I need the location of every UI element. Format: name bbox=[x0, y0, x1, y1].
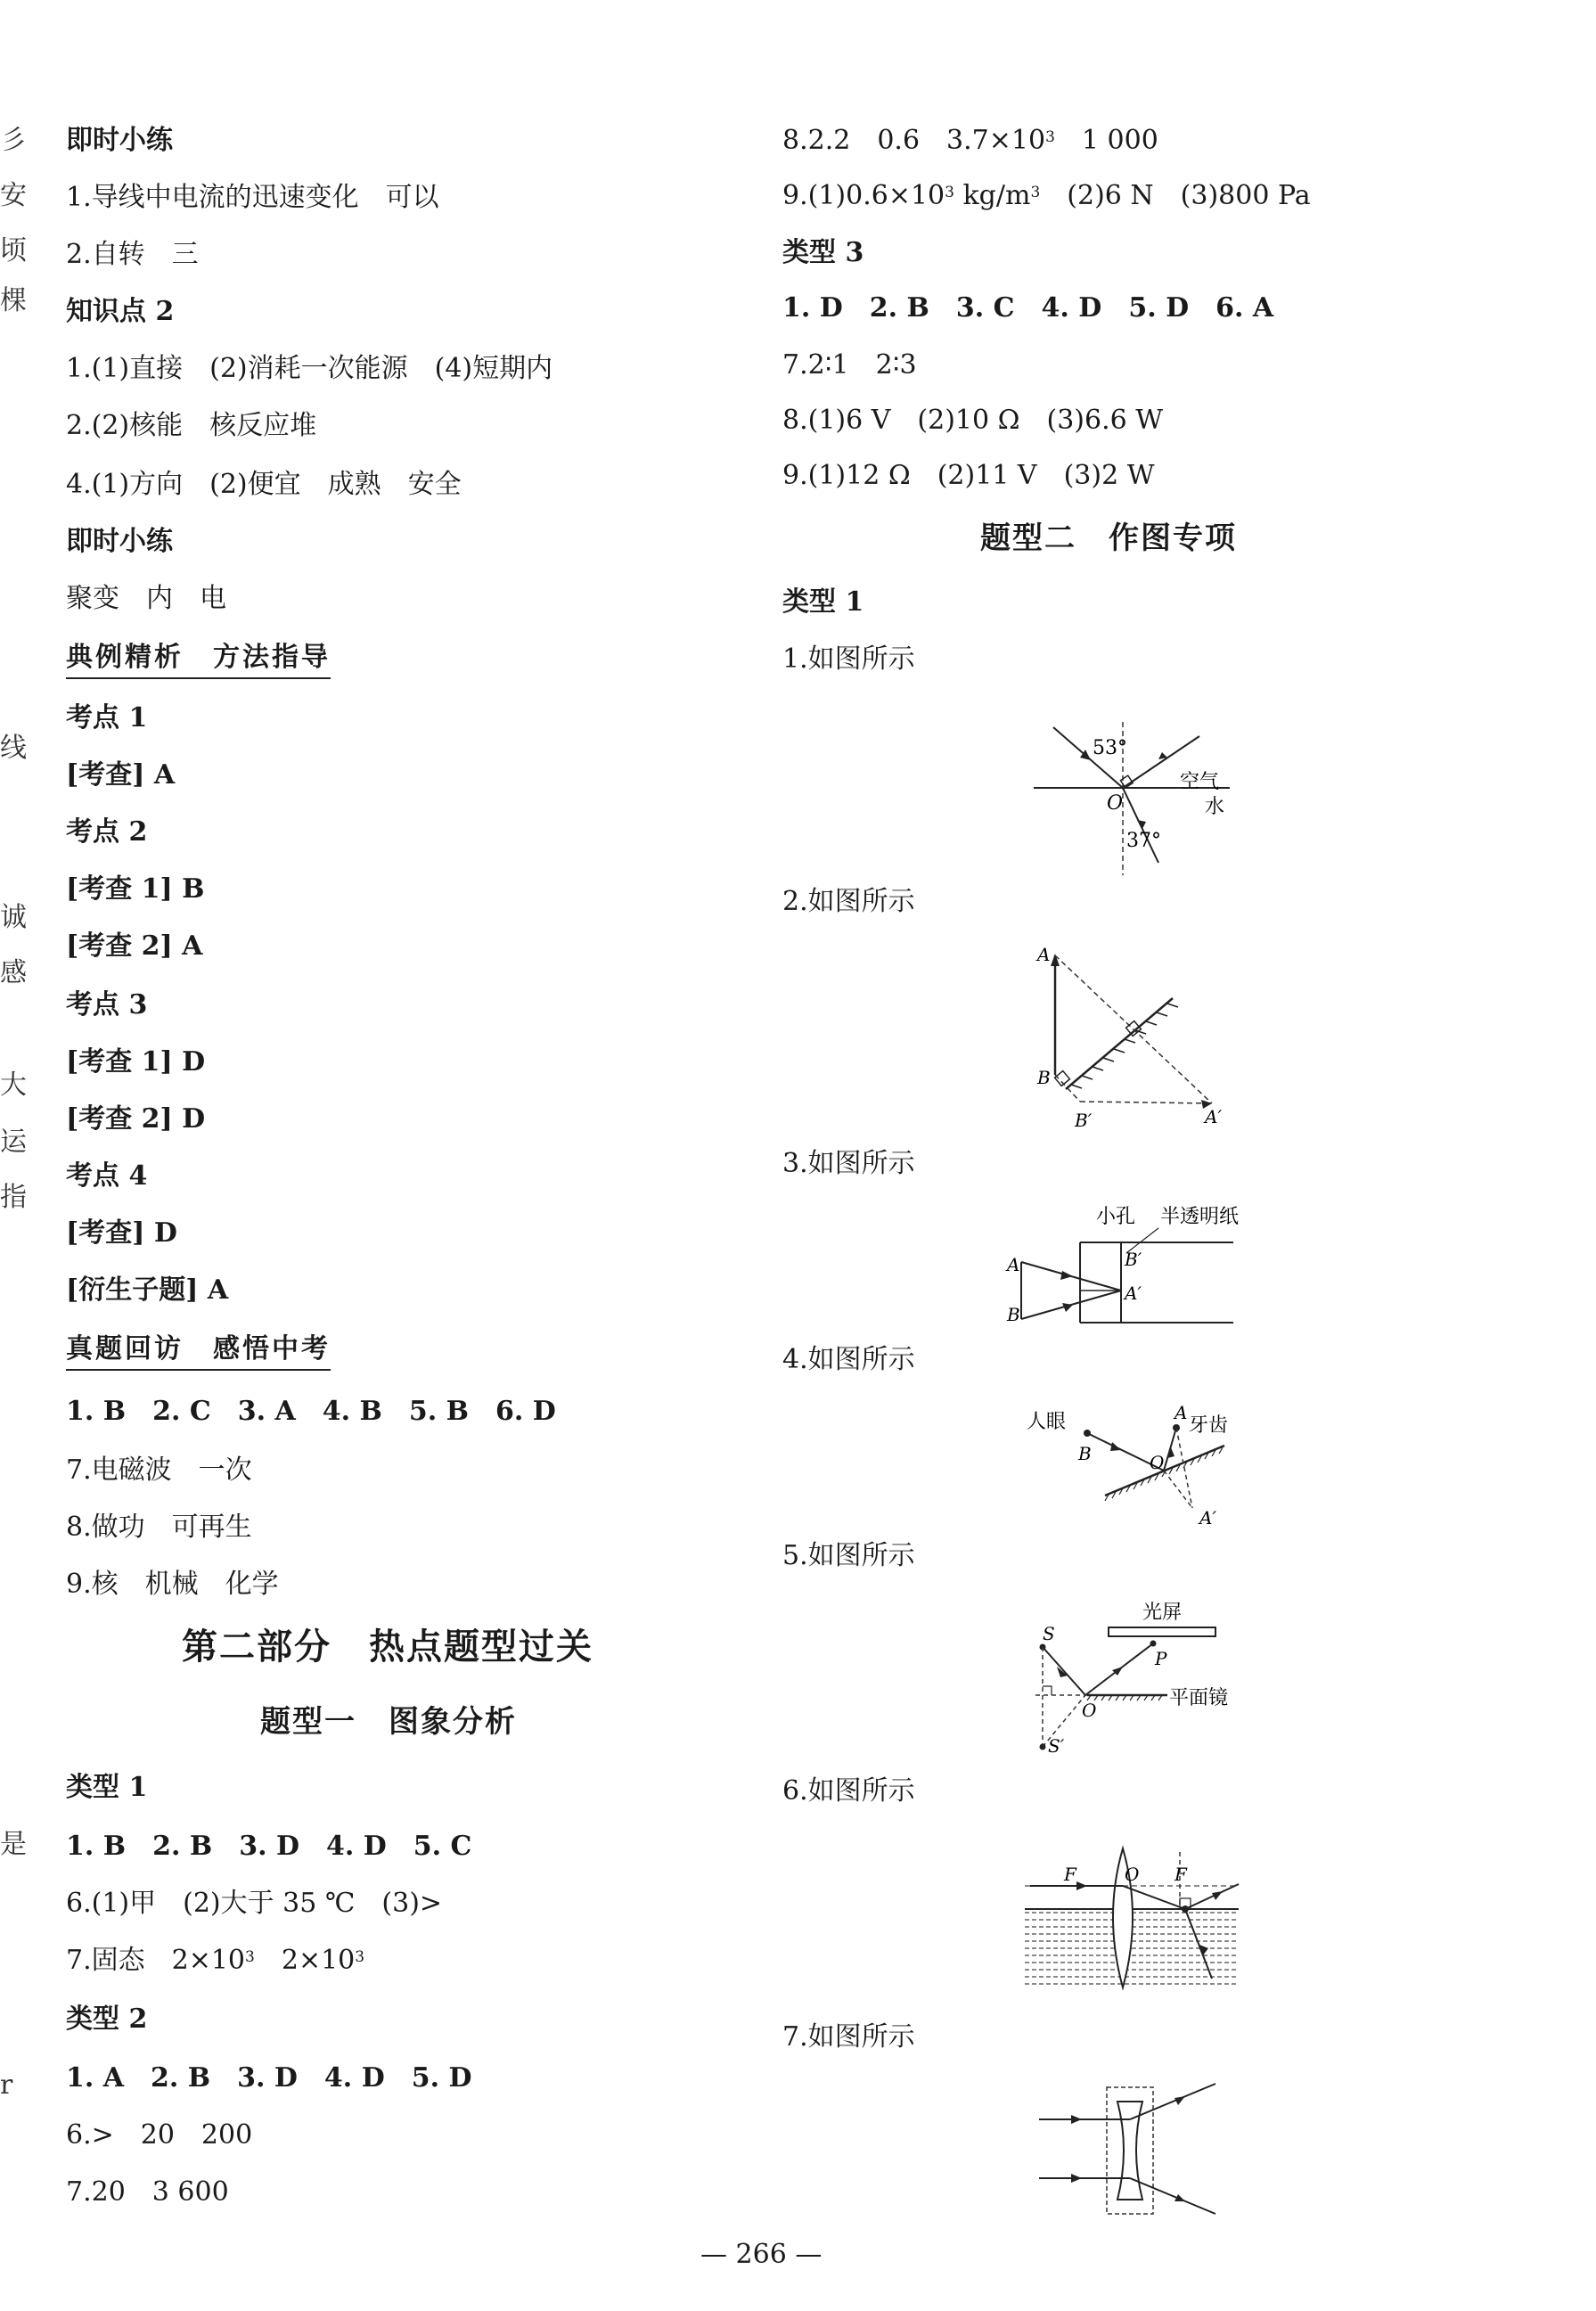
edge-char: 指 bbox=[0, 1182, 27, 1213]
section-banner: 典例精析 方法指导 bbox=[66, 640, 331, 679]
screen-mirror-diagram bbox=[1016, 1592, 1265, 1754]
text-part: 1 000 bbox=[1054, 125, 1158, 156]
medium-label-water: 水 bbox=[1205, 796, 1225, 818]
page-number: — 266 — bbox=[700, 2239, 823, 2270]
answer-line: 1. B 2. C 3. A 4. B 5. B 6. D bbox=[66, 1396, 556, 1427]
answer-line: 9.核 机械 化学 bbox=[66, 1569, 279, 1600]
figure-caption: 3.如图所示 bbox=[782, 1148, 915, 1179]
image-label: B′ bbox=[1125, 1249, 1142, 1270]
figure-caption: 5.如图所示 bbox=[782, 1540, 915, 1571]
answer-line: 9.(1)12 Ω (2)11 V (3)2 W bbox=[782, 460, 1155, 491]
answer-line: [衍生子题] A bbox=[66, 1274, 229, 1306]
edge-char: r bbox=[0, 2069, 13, 2101]
superscript: 3 bbox=[1030, 184, 1041, 201]
point-label: A bbox=[1174, 1402, 1188, 1423]
part-title: 第二部分 热点题型过关 bbox=[182, 1626, 593, 1668]
figure-caption: 7.如图所示 bbox=[782, 2021, 915, 2053]
image-label: A′ bbox=[1125, 1283, 1142, 1304]
answer-line: 6.(1)甲 (2)大于 35 ℃ (3)> bbox=[66, 1888, 443, 1919]
label-tooth: 牙齿 bbox=[1189, 1414, 1229, 1437]
convex-lens-water-diagram bbox=[1025, 1845, 1248, 1993]
section-heading: 即时小练 bbox=[66, 526, 173, 557]
answer-line bbox=[782, 123, 1158, 159]
section-heading: 知识点 2 bbox=[66, 296, 175, 327]
answer-line: 7.电磁波 一次 bbox=[66, 1455, 252, 1486]
section-heading: 类型 2 bbox=[66, 2004, 148, 2035]
figure-caption: 4.如图所示 bbox=[782, 1344, 915, 1375]
section-heading: 考点 1 bbox=[66, 702, 148, 733]
label-hole: 小孔 bbox=[1096, 1206, 1136, 1228]
answer-line: [考查 2] D bbox=[66, 1103, 206, 1135]
answer-line: [考查 1] B bbox=[66, 873, 205, 905]
angle-label: 53° bbox=[1093, 737, 1127, 759]
dental-mirror-diagram bbox=[1025, 1396, 1256, 1529]
edge-char: 诚 bbox=[0, 902, 27, 933]
section-heading: 考点 4 bbox=[66, 1160, 148, 1192]
edge-char: 彡 bbox=[0, 125, 27, 156]
edge-char: 是 bbox=[0, 1829, 27, 1860]
answer-line: 8.(1)6 V (2)10 Ω (3)6.6 W bbox=[782, 405, 1164, 436]
answer-line: 聚变 内 电 bbox=[66, 583, 226, 614]
answer-line: 7.20 3 600 bbox=[66, 2176, 229, 2208]
label-screen: 光屏 bbox=[1142, 1602, 1183, 1624]
type-title: 题型一 图象分析 bbox=[260, 1704, 517, 1740]
image-label: A′ bbox=[1199, 1507, 1216, 1528]
text-part: kg/m bbox=[954, 180, 1031, 211]
point-label: B bbox=[1037, 1067, 1051, 1088]
answer-line: 1.(1)直接 (2)消耗一次能源 (4)短期内 bbox=[66, 353, 553, 384]
point-label: O bbox=[1082, 1700, 1097, 1721]
edge-char: 感 bbox=[0, 957, 27, 988]
answer-line: 2.(2)核能 核反应堆 bbox=[66, 410, 317, 441]
superscript: 3 bbox=[245, 1948, 255, 1966]
section-banner: 真题回访 感悟中考 bbox=[66, 1332, 331, 1371]
superscript: 3 bbox=[945, 184, 954, 201]
type-title: 题型二 作图专项 bbox=[980, 520, 1237, 556]
point-label: P bbox=[1155, 1648, 1167, 1669]
refraction-diagram bbox=[1034, 720, 1248, 877]
answer-line bbox=[782, 178, 1311, 214]
text-part: 9.(1)0.6×10 bbox=[782, 180, 945, 211]
point-label: O bbox=[1150, 1452, 1165, 1473]
superscript: 3 bbox=[355, 1948, 365, 1966]
answer-line: [考查 1] D bbox=[66, 1046, 206, 1078]
answer-line: [考查] D bbox=[66, 1217, 177, 1249]
text-part: (2)6 N (3)800 Pa bbox=[1040, 180, 1311, 211]
point-label: S bbox=[1043, 1623, 1055, 1644]
point-label: B bbox=[1007, 1304, 1020, 1325]
text-part: 8.2.2 0.6 3.7×10 bbox=[782, 125, 1046, 156]
point-label: B bbox=[1078, 1443, 1092, 1464]
image-label: A′ bbox=[1205, 1106, 1222, 1127]
point-label: A bbox=[1007, 1254, 1020, 1275]
edge-char: 线 bbox=[0, 733, 27, 764]
focus-label: F bbox=[1174, 1864, 1187, 1885]
label-mirror: 平面镜 bbox=[1169, 1687, 1229, 1709]
answer-line: 2.自转 三 bbox=[66, 239, 199, 270]
point-label: A bbox=[1037, 944, 1051, 965]
answer-line: [考查] A bbox=[66, 759, 176, 791]
edge-char: 顷 bbox=[0, 235, 27, 266]
section-heading: 考点 2 bbox=[66, 816, 148, 848]
superscript: 3 bbox=[1045, 128, 1055, 146]
answer-line: 6.> 20 200 bbox=[66, 2119, 253, 2151]
answer-line: 1. B 2. B 3. D 4. D 5. C bbox=[66, 1831, 472, 1862]
section-heading: 类型 1 bbox=[782, 586, 864, 618]
edge-char: 运 bbox=[0, 1127, 27, 1158]
answer-line: 1.导线中电流的迅速变化 可以 bbox=[66, 182, 439, 213]
text-part: 7.固态 2×10 bbox=[66, 1945, 246, 1976]
figure-caption: 1.如图所示 bbox=[782, 643, 915, 675]
plane-mirror-image-diagram bbox=[1030, 941, 1244, 1137]
answer-line: 8.做功 可再生 bbox=[66, 1512, 252, 1543]
answer-line: [考查 2] A bbox=[66, 930, 203, 962]
answer-line: 1. D 2. B 3. C 4. D 5. D 6. A bbox=[782, 292, 1274, 324]
answer-line: 4.(1)方向 (2)便宜 成熟 安全 bbox=[66, 469, 462, 500]
edge-char: 安 bbox=[0, 180, 27, 211]
label-eye: 人眼 bbox=[1027, 1411, 1067, 1433]
label-paper: 半透明纸 bbox=[1160, 1206, 1240, 1228]
image-label: B′ bbox=[1075, 1110, 1093, 1131]
answer-line: 7.2∶1 2∶3 bbox=[782, 349, 917, 381]
edge-char: 大 bbox=[0, 1069, 27, 1101]
section-heading: 即时小练 bbox=[66, 125, 173, 156]
text-part: 2×10 bbox=[254, 1945, 356, 1976]
figure-caption: 2.如图所示 bbox=[782, 886, 915, 917]
medium-label-air: 空气 bbox=[1180, 771, 1220, 793]
focus-label: F bbox=[1064, 1864, 1076, 1885]
edge-char: 棵 bbox=[0, 285, 27, 316]
answer-line bbox=[66, 1943, 364, 1979]
section-heading: 考点 3 bbox=[66, 989, 148, 1020]
pinhole-camera-diagram bbox=[1002, 1201, 1256, 1326]
figure-caption: 6.如图所示 bbox=[782, 1775, 915, 1807]
center-label: O bbox=[1125, 1864, 1140, 1885]
image-label: S′ bbox=[1048, 1735, 1065, 1754]
point-label: O bbox=[1107, 792, 1124, 815]
angle-label: 37° bbox=[1126, 830, 1161, 852]
section-heading: 类型 3 bbox=[782, 237, 864, 268]
answer-line: 1. A 2. B 3. D 4. D 5. D bbox=[66, 2062, 472, 2094]
section-heading: 类型 1 bbox=[66, 1772, 148, 1803]
concave-lens-diagram bbox=[1034, 2080, 1239, 2219]
